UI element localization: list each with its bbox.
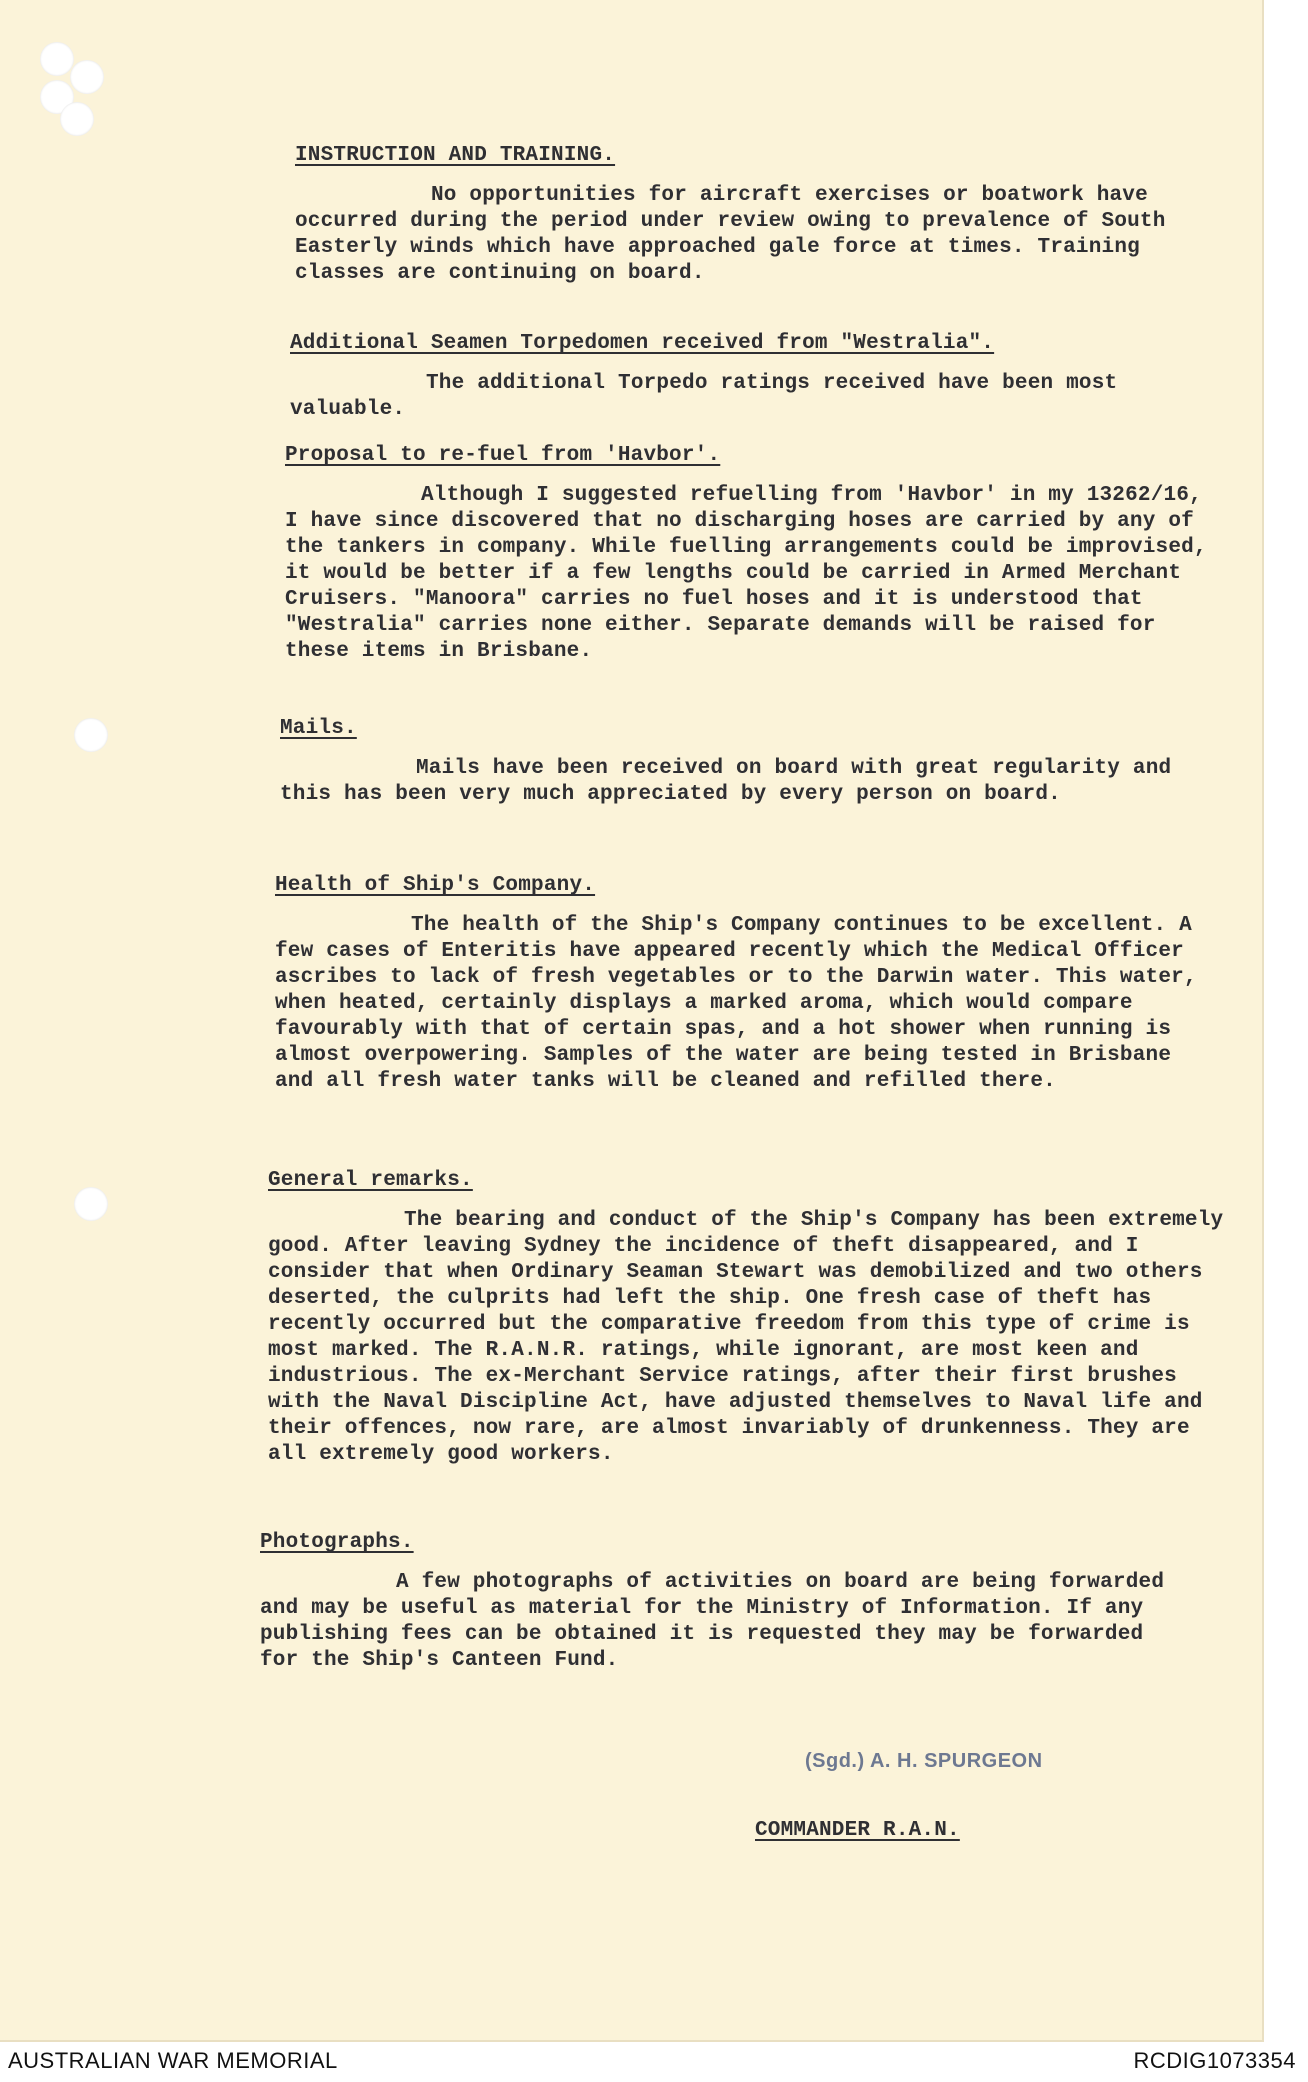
punch-hole <box>70 60 104 94</box>
section-refuel-proposal <box>285 443 1215 665</box>
section-heading: General remarks. <box>268 1169 473 1192</box>
punch-hole <box>74 718 108 752</box>
section-health <box>275 873 1220 1095</box>
section-additional-seamen <box>290 331 1190 423</box>
section-mails <box>280 716 1180 808</box>
footer-institution: AUSTRALIAN WAR MEMORIAL <box>8 2048 338 2073</box>
section-heading: Proposal to re-fuel from 'Havbor'. <box>285 444 721 467</box>
section-body: The bearing and conduct of the Ship's Company has been extremely good. After leaving Sydney the incidence of theft disappeared, and I consider that when Ordinary Seaman Stewart was demobilized and two others deserted, the culprits had left the ship. One fresh case of theft has recently occurred but the comparative freedom from this type of crime is most marked. The R.A.N.R. ratings, while ignorant, are most keen and industrious. The ex-Merchant Service ratings, after their first brushes with the Naval Discipline Act, have adjusted themselves to Naval life and their offences, now rare, are almost invariably of drunkenness. They are all extremely good workers. <box>268 1209 1224 1466</box>
section-body: No opportunities for aircraft exercises or boatwork have occurred during the period under review owing to prevalence of South Easterly winds which have approached gale force at times. Training classes are continuing on board. <box>295 184 1166 285</box>
footer-reference-id: RCDIG1073354 <box>1133 2048 1296 2073</box>
section-body: The health of the Ship's Company continues to be excellent. A few cases of Enteritis have appeared recently which the Medical Officer ascribes to lack of fresh vegetables or to the Darwin water. This water, when heated, certainly displays a marked aroma, which would compare favourably with that of certain spas, and a hot shower when running is almost overpowering. Samples of the water are being tested in Brisbane and all fresh water tanks will be cleaned and refilled there. <box>275 914 1197 1093</box>
section-general-remarks <box>268 1168 1228 1468</box>
signature-rank: COMMANDER R.A.N. <box>755 1819 960 1842</box>
section-body: Although I suggested refuelling from 'Havbor' in my 13262/16, I have since discovered that no discharging hoses are carried by any of the tankers in company. While fuelling arrangements could be improvised, it would be better if a few lengths could be carried in Armed Merchant Cruisers. "Manoora" carries no fuel hoses and it is understood that "Westralia" carries none either. Separate demands will be raised for these items in Brisbane. <box>285 484 1207 663</box>
section-heading: Health of Ship's Company. <box>275 874 596 897</box>
signature-stamp: (Sgd.) A. H. SPURGEON <box>805 1750 1043 1772</box>
section-photographs <box>260 1530 1180 1674</box>
punch-hole <box>74 1187 108 1221</box>
section-body: Mails have been received on board with great regularity and this has been very much appreciated by every person on board. <box>280 757 1172 806</box>
punch-hole <box>40 42 74 76</box>
section-heading: Additional Seamen Torpedomen received from "Westralia". <box>290 332 995 355</box>
section-instruction-training <box>295 143 1220 287</box>
section-heading: Photographs. <box>260 1531 414 1554</box>
punch-hole <box>60 102 94 136</box>
section-body: A few photographs of activities on board are being forwarded and may be useful as material for the Ministry of Information. If any publishing fees can be obtained it is requested they may be forwarded for the Ship's Canteen Fund. <box>260 1571 1165 1672</box>
section-heading: Mails. <box>280 717 357 740</box>
section-body: The additional Torpedo ratings received have been most valuable. <box>290 372 1118 421</box>
section-heading: INSTRUCTION AND TRAINING. <box>295 144 616 167</box>
